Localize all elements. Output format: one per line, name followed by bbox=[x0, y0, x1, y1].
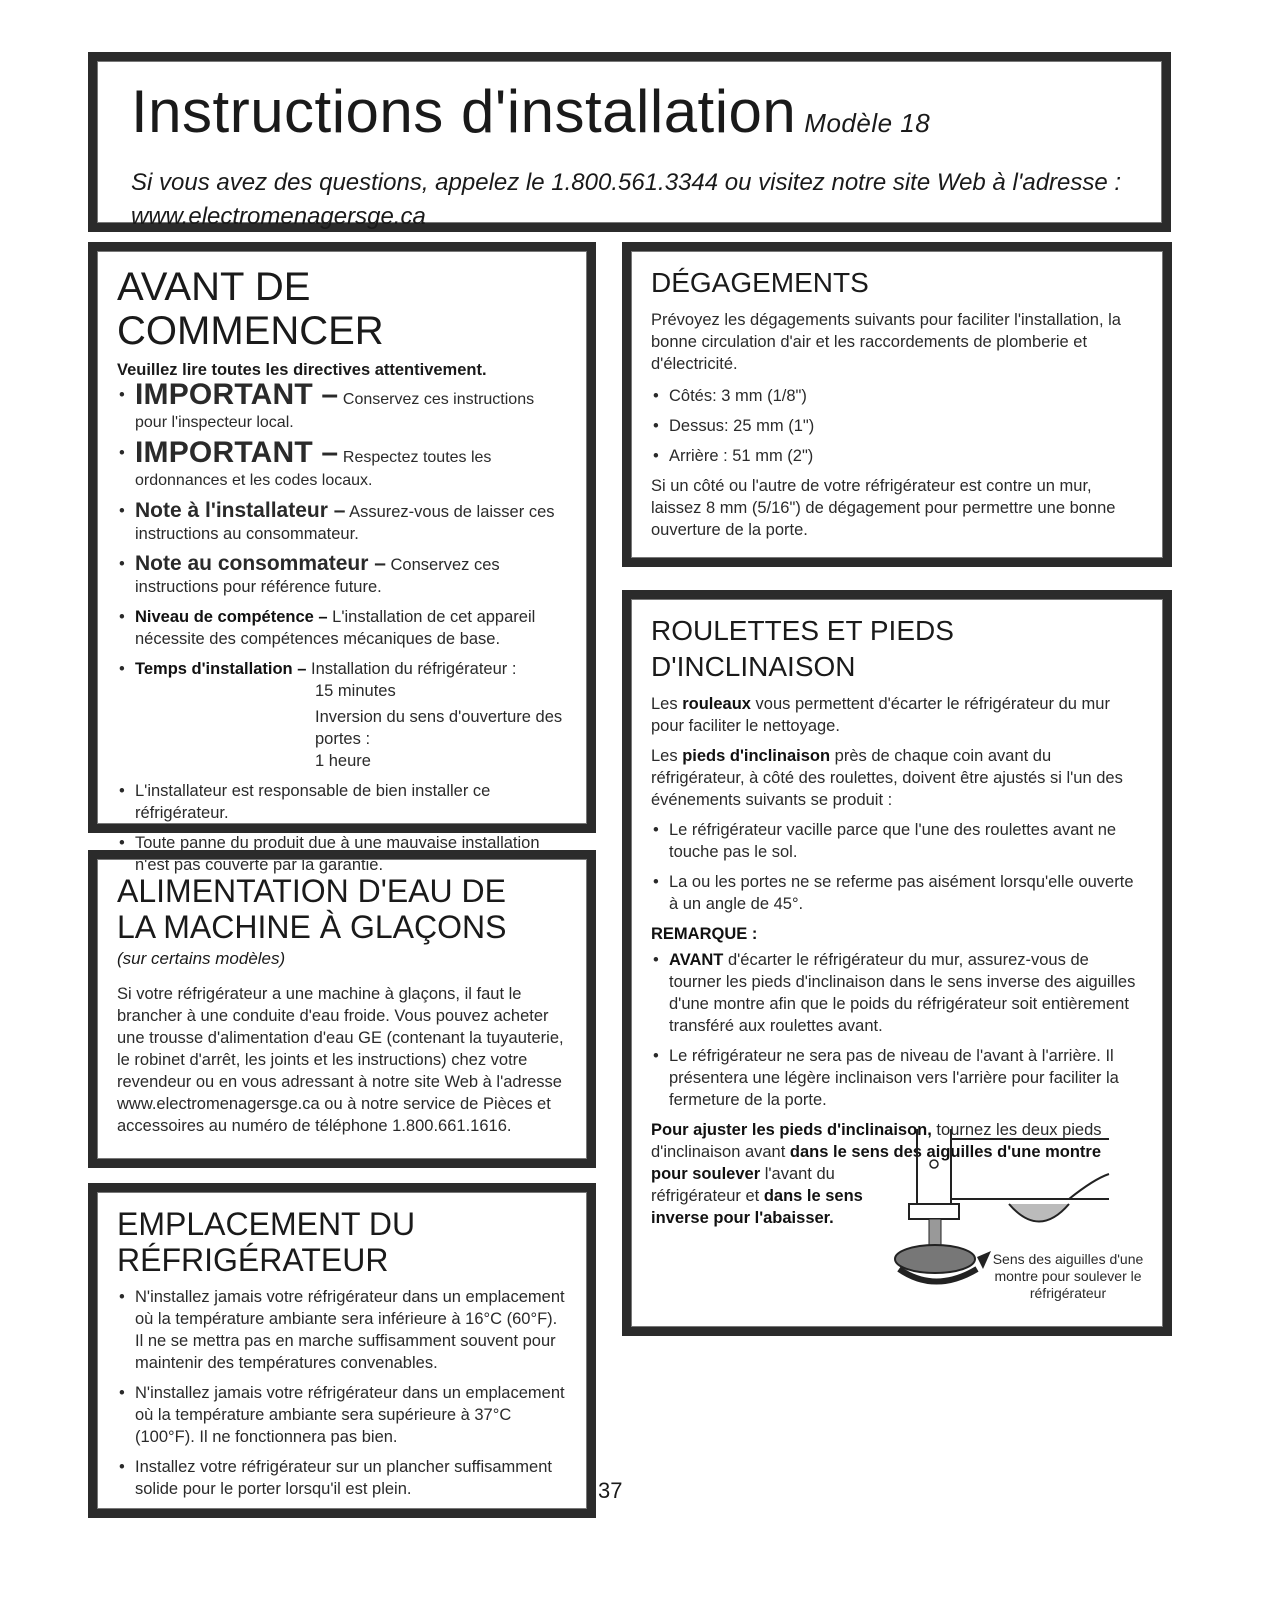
avant-item-5-lead: Niveau de compétence – bbox=[135, 608, 328, 626]
empl-bullet-2: • N'installez jamais votre réfrigérateur dans un emplacement où la température ambiante sera supérieure à 37°C (100°F). Il ne fonctionnera pas bien. bbox=[117, 1382, 567, 1448]
deg-list bbox=[651, 385, 1143, 467]
deg-intro: Prévoyez les dégagements suivants pour faciliter l'installation, la bonne circulation d'air et les raccordements de plomberie et d'électricité. bbox=[651, 311, 1121, 373]
avant-item-4-lead: Note au consommateur – bbox=[135, 552, 386, 575]
alim-heading-1: ALIMENTATION D'EAU DE bbox=[117, 873, 506, 909]
empl-bullet-3: • Installez votre réfrigérateur sur un plancher suffisamment solide pour le porter lorsqu'il est plein. bbox=[117, 1456, 567, 1500]
section-avant-de-commencer bbox=[88, 242, 596, 874]
avant-bullet-2: • Toute panne du produit due à une mauvaise installation n'est pas couverte par la garantie. bbox=[117, 832, 567, 876]
time-block bbox=[135, 680, 567, 772]
adjust-e: l'avant du réfrigérateur et bbox=[651, 1165, 835, 1205]
avant-item-6-text: Installation du réfrigérateur : bbox=[311, 660, 517, 678]
avant-item-4 bbox=[117, 553, 567, 598]
adjust-a: Pour ajuster les pieds d'inclinaison, bbox=[651, 1121, 932, 1139]
title-text: Instructions d'installation bbox=[131, 78, 797, 145]
time-fridge: 15 minutes bbox=[315, 682, 396, 700]
avant-item-2-text: Respectez toutes les ordonnances et les codes locaux. bbox=[135, 449, 492, 489]
avant-item-5-text: L'installation de cet appareil nécessite des compétences mécaniques de base. bbox=[135, 608, 536, 648]
roul-p1 bbox=[651, 693, 1143, 737]
adjust-b: tournez les deux pieds d'inclinaison avant bbox=[651, 1121, 1102, 1161]
page-number: 37 bbox=[598, 1478, 623, 1503]
avant-item-1 bbox=[117, 378, 567, 434]
alim-text: Si votre réfrigérateur a une machine à glaçons, il faut le brancher à une conduite d'eau froide. Vous pouvez acheter une trousse d'alimentation d'eau GE (contenant la tuyauterie, le robinet d'arrêt, les joints et les instructions) chez votre revendeur ou en vous adressant à notre site Web à l'adresse www.electromenagersge.ca ou à notre service de Pièces et accessoires au numéro de téléphone 1.800.661.1616. bbox=[117, 985, 564, 1135]
remarque-list bbox=[651, 949, 1143, 1111]
avant-item-5 bbox=[117, 606, 567, 650]
alim-subheading: (sur certains modèles) bbox=[117, 949, 286, 968]
alim-heading-2: LA MACHINE À GLAÇONS bbox=[117, 909, 507, 945]
section-roulettes bbox=[622, 590, 1172, 1336]
deg-bullet-2: • Dessus: 25 mm (1") bbox=[651, 415, 1143, 437]
roul-p2-a: Les bbox=[651, 747, 683, 765]
remarque-label: REMARQUE : bbox=[651, 925, 758, 943]
adjust-f: dans le sens inverse pour l'abaisser. bbox=[651, 1187, 863, 1227]
deg-heading: DÉGAGEMENTS bbox=[651, 267, 869, 298]
avant-item-3-text: Assurez-vous de laisser ces instructions au consommateur. bbox=[135, 503, 555, 543]
model-label: Modèle 18 bbox=[804, 108, 931, 138]
empl-heading: EMPLACEMENT DU RÉFRIGÉRATEUR bbox=[117, 1206, 416, 1278]
roul-heading: ROULETTES ET PIEDS D'INCLINAISON bbox=[651, 615, 954, 682]
deg-bullet-1: • Côtés: 3 mm (1/8") bbox=[651, 385, 1143, 407]
avant-item-6-lead: Temps d'installation – bbox=[135, 660, 307, 678]
empl-bullet-1: • N'installez jamais votre réfrigérateur dans un emplacement où la température ambiante sera inférieure à 16°C (60°F). Il ne se mettra pas en marche suffisamment souvent pour maintenir des températures convenables. bbox=[117, 1286, 567, 1374]
adjust-c: dans le sens des aiguilles d'une montre bbox=[789, 1143, 1102, 1161]
avant-item-6 bbox=[117, 658, 567, 772]
remarque-1-lead: AVANT bbox=[669, 951, 724, 969]
empl-list bbox=[117, 1286, 567, 1500]
roul-list bbox=[651, 819, 1143, 915]
roul-p1-b: rouleaux bbox=[682, 695, 751, 713]
avant-item-3 bbox=[117, 500, 567, 545]
header-box bbox=[88, 52, 1171, 232]
remarque-1-text: d'écarter le réfrigérateur du mur, assurez-vous de tourner les pieds d'inclinaison dans le sens inverse des aiguilles d'une montre afin que le poids du réfrigérateur soit entièrement transféré aux roulettes avant. bbox=[669, 951, 1136, 1035]
roul-p1-c: vous permettent d'écarter le réfrigérateur du mur pour faciliter le nettoyage. bbox=[651, 695, 1110, 735]
illustration-caption: Sens des aiguilles d'une montre pour soulever le réfrigérateur bbox=[992, 1251, 1144, 1301]
remarque-bullet-2: • Le réfrigérateur ne sera pas de niveau de l'avant à l'arrière. Il présentera une légère inclinaison vers l'arrière pour faciliter la fermeture de la porte. bbox=[651, 1045, 1143, 1111]
page-title bbox=[131, 79, 1128, 156]
remarque-bullet-1 bbox=[651, 949, 1143, 1037]
adjust-text-2 bbox=[651, 1163, 876, 1229]
avant-item-1-lead: IMPORTANT – bbox=[135, 378, 339, 411]
deg-outro: Si un côté ou l'autre de votre réfrigérateur est contre un mur, laissez 8 mm (5/16") de dégagement pour permettre une bonne ouverture de la porte. bbox=[651, 477, 1116, 539]
time-door-label: Inversion du sens d'ouverture des portes : bbox=[315, 708, 563, 748]
section-degagements bbox=[622, 242, 1172, 567]
roul-p1-a: Les bbox=[651, 695, 683, 713]
avant-heading: AVANT DE COMMENCER bbox=[117, 265, 384, 353]
avant-item-1-text: Conservez ces instructions pour l'inspecteur local. bbox=[135, 391, 535, 431]
avant-item-4-text: Conservez ces instructions pour référence future. bbox=[135, 556, 500, 596]
avant-bullet-1: • L'installateur est responsable de bien installer ce réfrigérateur. bbox=[117, 780, 567, 824]
roul-p2-c: près de chaque coin avant du réfrigérateur, à côté des roulettes, doivent être ajustés si l'un des événements suivants se produit : bbox=[651, 747, 1123, 809]
avant-item-2 bbox=[117, 436, 567, 492]
avant-item-2-lead: IMPORTANT – bbox=[135, 436, 339, 469]
avant-list bbox=[117, 378, 567, 876]
roul-bullet-2: • La ou les portes ne se referme pas aisément lorsqu'elle ouverte à un angle de 45°. bbox=[651, 871, 1143, 915]
roul-bullet-1: • Le réfrigérateur vacille parce que l'une des roulettes avant ne touche pas le sol. bbox=[651, 819, 1143, 863]
time-door: 1 heure bbox=[315, 752, 371, 770]
avant-intro: Veuillez lire toutes les directives attentivement. bbox=[117, 361, 487, 379]
adjust-d: pour soulever bbox=[651, 1165, 761, 1183]
deg-bullet-3: • Arrière : 51 mm (2") bbox=[651, 445, 1143, 467]
roul-p2-b: pieds d'inclinaison bbox=[682, 747, 831, 765]
roul-p2 bbox=[651, 745, 1143, 811]
avant-item-3-lead: Note à l'installateur – bbox=[135, 499, 346, 522]
section-alimentation bbox=[88, 850, 596, 1168]
subtitle: Si vous avez des questions, appelez le 1.800.561.3344 ou visitez notre site Web à l'adresse : www.electromenagersge.ca bbox=[131, 169, 1122, 230]
section-emplacement bbox=[88, 1183, 596, 1518]
